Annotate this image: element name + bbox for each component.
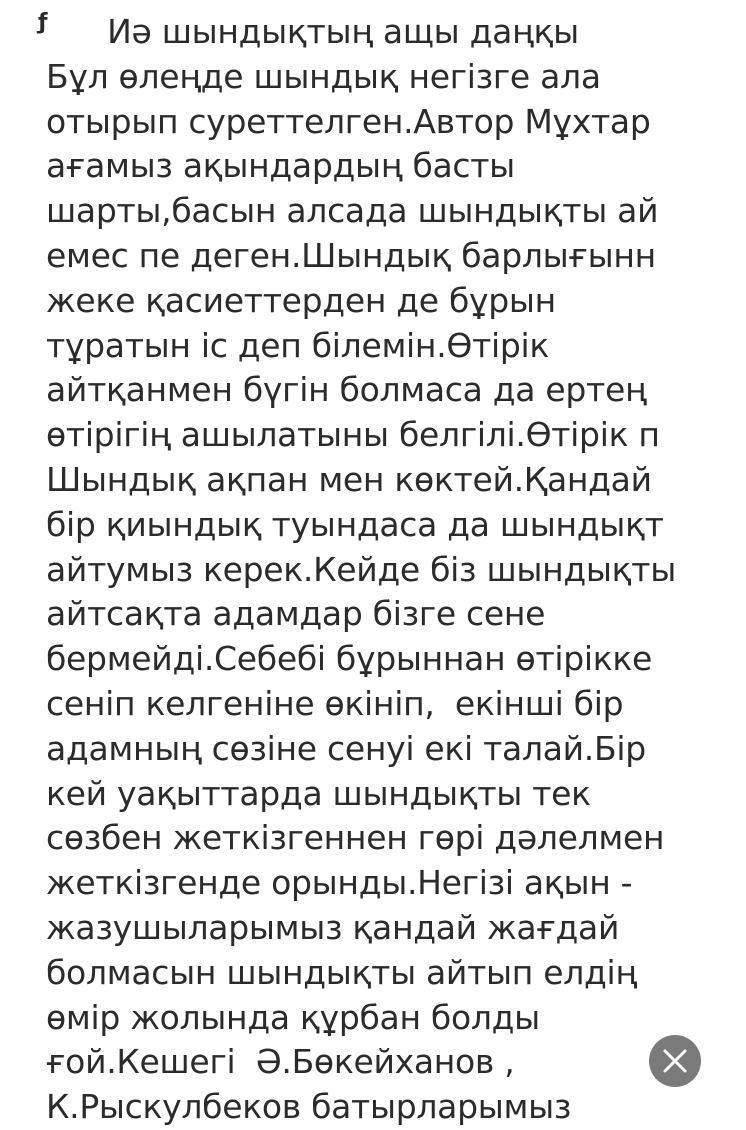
text-line: Бұл өлеңде шындық негізге ала <box>46 56 601 96</box>
page-right-edge <box>682 0 712 1074</box>
text-line: тұратын іс деп білемін.Өтірік <box>46 325 550 365</box>
text-line: емес пе деген.Шындық барлығынн <box>46 235 656 275</box>
close-icon <box>662 1048 688 1074</box>
text-line: К.Рыскулбеков батырларымыз <box>46 1087 572 1127</box>
text-line: өмір жолында құрбан болды <box>46 997 540 1037</box>
text-line: жазушыларымыз қандай жағдай <box>46 907 620 947</box>
text-line: бір қиындық туындаса да шындықт <box>46 504 664 544</box>
text-line: Шындық ақпан мен көктей.Қандай <box>46 459 652 499</box>
text-line: адамның сөзіне сенуі екі талай.Бір <box>46 728 646 768</box>
text-line: өтірігің ашылатыны белгілі.Өтірік п <box>46 415 660 455</box>
corner-mark: ƒ <box>38 10 48 35</box>
text-line: бермейді.Себебі бұрыннан өтірікке <box>46 639 653 679</box>
text-line: ғой.Кешегі Ә.Бөкейханов , <box>46 1042 515 1082</box>
text-line: айтумыз керек.Кейде біз шындықты <box>46 549 676 589</box>
text-line: шарты,басын алсада шындықты ай <box>46 191 659 231</box>
text-line: жеткізгенде орынды.Негізі ақын - <box>46 863 633 903</box>
text-line: кей уақыттарда шындықты тек <box>46 773 591 813</box>
text-line: жеке қасиеттерден де бұрын <box>46 280 556 320</box>
text-line: болмасын шындықты айтып елдің <box>46 952 637 992</box>
text-line: сөзбен жеткізгеннен гөрі дәлелмен <box>46 818 665 858</box>
text-line: Иә шындықтың ащы даңқы <box>46 12 579 51</box>
close-button[interactable] <box>649 1035 701 1087</box>
text-line: айтсақта адамдар бізге сене <box>46 594 546 634</box>
text-line: айтқанмен бүгін болмаса да ертең <box>46 370 647 410</box>
essay-text <box>46 10 746 1130</box>
text-line: сеніп келгеніне өкініп, екінші бір <box>46 683 624 723</box>
text-line: ағамыз ақындардың басты <box>46 146 515 186</box>
text-line: отырып суреттелген.Автор Мұхтар <box>46 101 651 141</box>
